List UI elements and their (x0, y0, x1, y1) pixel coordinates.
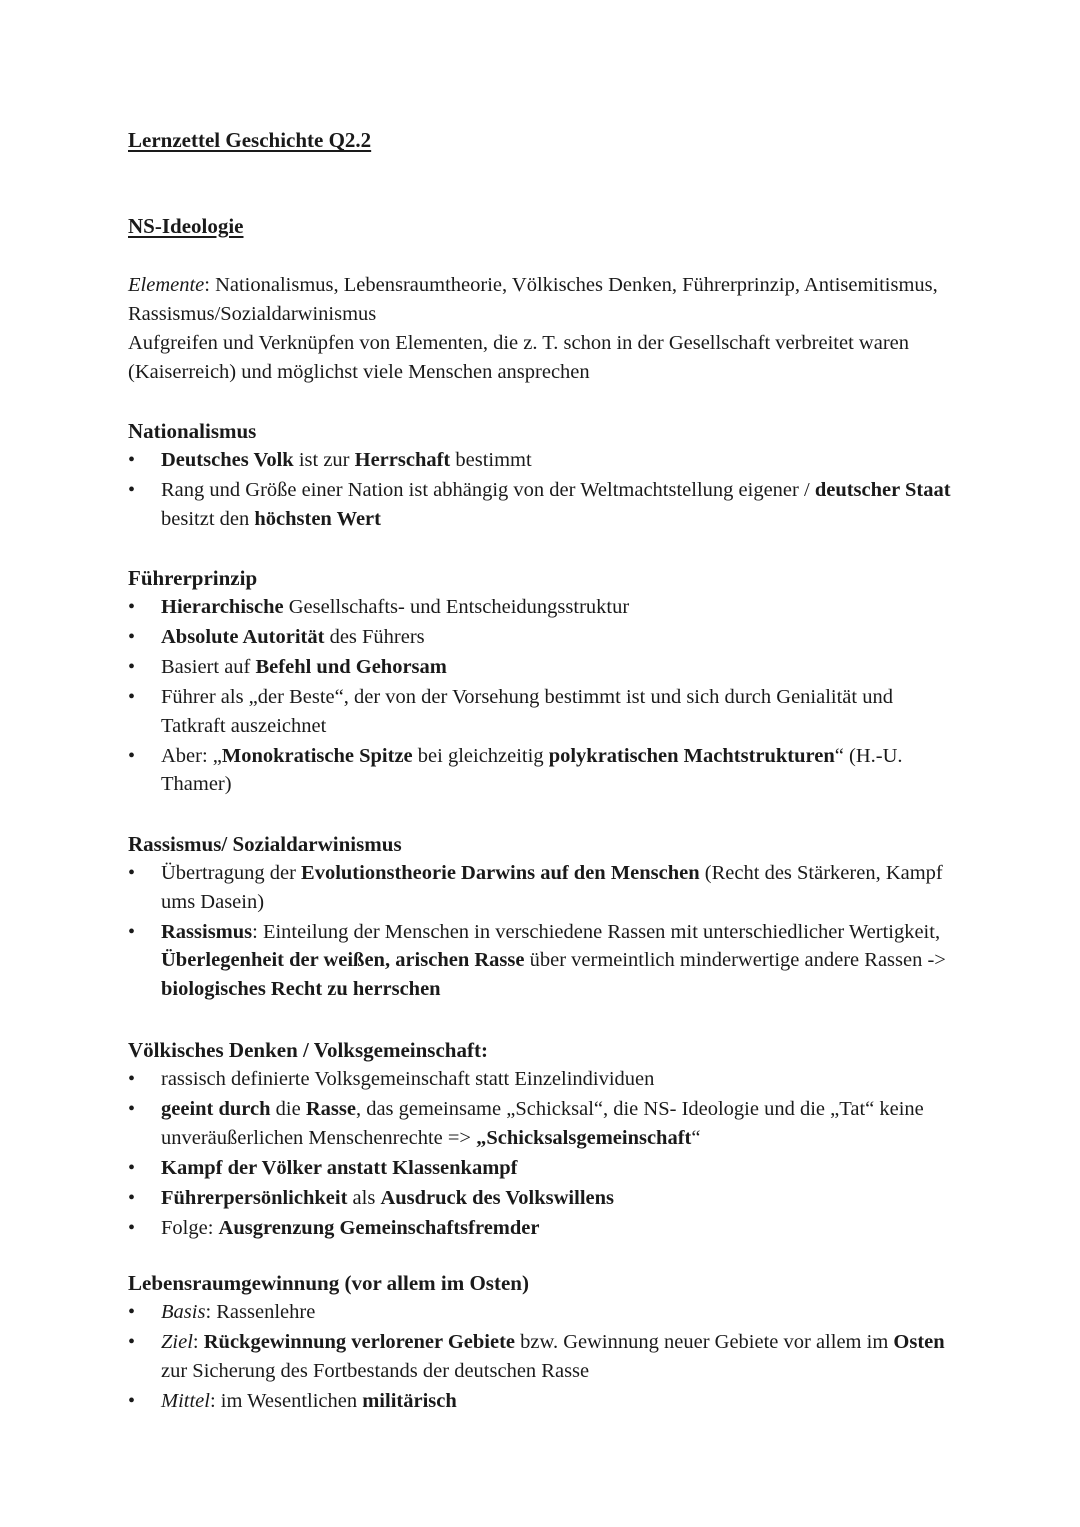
intro-line1: : Nationalismus, Lebensraumtheorie, Völkisches Denken, Führerprinzip, Antisemitismus, Rassismus/Sozialdarwinismus (128, 274, 938, 325)
list-item: • rassisch definierte Volksgemeinschaft statt Einzelindividuen (128, 1065, 958, 1094)
block-nationalismus (128, 416, 958, 535)
list-item: • Hierarchische Gesellschafts- und Entscheidungsstruktur (128, 593, 958, 622)
list-item: • Rang und Größe einer Nation ist abhängig von der Weltmachtstellung eigener / deutscher Staat besitzt den höchsten Wert (128, 476, 958, 533)
list-item: • Kampf der Völker anstatt Klassenkampf (128, 1154, 958, 1183)
section-title: NS-Ideologie (128, 214, 244, 238)
list-item: • Rassismus: Einteilung der Menschen in verschiedene Rassen mit unterschiedlicher Wertigkeit, Überlegenheit der weißen, arischen Rasse über vermeintlich minderwertige andere Rassen -> biologisches Recht zu herrschen (128, 918, 958, 1004)
list-item: • Basis: Rassenlehre (128, 1298, 958, 1327)
heading-rassismus: Rassismus/ Sozialdarwinismus (128, 832, 402, 856)
block-fuehrerprinzip (128, 563, 958, 800)
list-item: • geeint durch die Rasse, das gemeinsame „Schicksal“, die NS- Ideologie und die „Tat“ keine unveräußerlichen Menschenrechte => „Schicksalsgemeinschaft“ (128, 1095, 958, 1152)
heading-nationalismus: Nationalismus (128, 419, 257, 443)
heading-voelkisch: Völkisches Denken / Volksgemeinschaft: (128, 1038, 488, 1062)
document-title: Lernzettel Geschichte Q2.2 (128, 128, 372, 152)
heading-lebensraum: Lebensraumgewinnung (vor allem im Osten) (128, 1271, 529, 1295)
list-item: • Ziel: Rückgewinnung verlorener Gebiete bzw. Gewinnung neuer Gebiete vor allem im Osten zur Sicherung des Fortbestands der deutschen Rasse (128, 1328, 958, 1385)
intro-line2: Aufgreifen und Verknüpfen von Elementen, die z. T. schon in der Gesellschaft verbreitet waren (Kaiserreich) und möglichst viele Menschen ansprechen (128, 332, 910, 383)
list-item: • Basiert auf Befehl und Gehorsam (128, 653, 958, 682)
list-item: • Aber: „Monokratische Spitze bei gleichzeitig polykratischen Machtstrukturen“ (H.-U. Thamer) (128, 742, 958, 799)
block-rassismus (128, 829, 958, 1005)
list-item: • Folge: Ausgrenzung Gemeinschaftsfremder (128, 1214, 958, 1243)
block-voelkisch (128, 1035, 958, 1244)
list-item: • Mittel: im Wesentlichen militärisch (128, 1387, 958, 1416)
list-item: • Deutsches Volk ist zur Herrschaft bestimmt (128, 446, 958, 475)
list-item: • Übertragung der Evolutionstheorie Darwins auf den Menschen (Recht des Stärkeren, Kampf ums Dasein) (128, 859, 958, 916)
block-lebensraum (128, 1268, 958, 1417)
list-item: • Führerpersönlichkeit als Ausdruck des Volkswillens (128, 1184, 958, 1213)
list-item: • Absolute Autorität des Führers (128, 623, 958, 652)
intro-label: Elemente (128, 274, 205, 296)
intro-paragraph (128, 271, 958, 387)
heading-fuehrerprinzip: Führerprinzip (128, 566, 258, 590)
list-item: • Führer als „der Beste“, der von der Vorsehung bestimmt ist und sich durch Genialität und Tatkraft auszeichnet (128, 683, 958, 740)
